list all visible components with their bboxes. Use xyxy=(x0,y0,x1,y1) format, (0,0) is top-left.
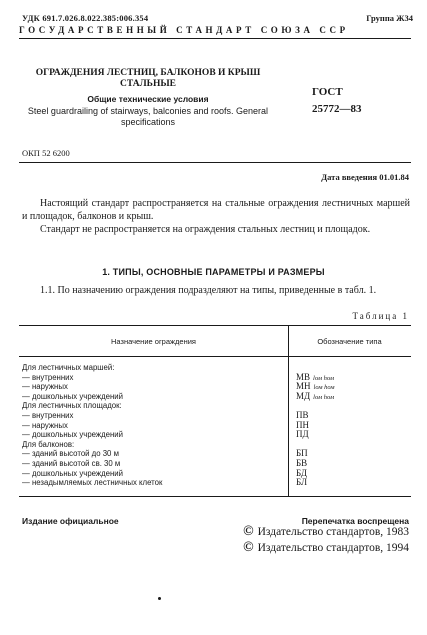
paragraph-scope: Настоящий стандарт распространяется на стальные ограждения лестничных маршей и площадок, балконов и крыш. xyxy=(22,198,410,222)
paragraph-types: 1.1. По назначению ограждения подразделяют на типы, приведенные в табл. 1. xyxy=(40,285,377,296)
table-row xyxy=(19,478,411,488)
table-row xyxy=(19,373,411,383)
table-row xyxy=(19,363,411,373)
table-cell-purpose: Для балконов: xyxy=(22,439,75,449)
copyright-1994: © Издательство стандартов, 1994 xyxy=(243,540,409,555)
table-body xyxy=(19,363,411,488)
table-cell-purpose: — наружных xyxy=(22,382,68,392)
table-row xyxy=(19,411,411,421)
copyright-icon: © xyxy=(243,524,254,539)
document-subtitle: Общие технические условия xyxy=(87,94,209,104)
table-cell-purpose: — внутренних xyxy=(22,410,74,420)
table-row xyxy=(19,421,411,431)
table-cell-purpose: Для лестничных площадок: xyxy=(22,401,122,411)
table-cell-purpose: Для лестничных маршей: xyxy=(22,363,115,372)
table-cell-designation: МН lом hом xyxy=(296,381,335,392)
gost-label: ГОСТ xyxy=(312,86,343,98)
table-cell-designation: МД lом hом xyxy=(296,390,335,401)
english-title: Steel guardrailing of stairways, balconies and roofs. General specifications xyxy=(27,106,269,127)
paragraph-exclusion: Стандарт не распространяется на ограждения стальных лестниц и площадок. xyxy=(40,224,371,235)
table-cell-purpose: — дошкольных учреждений xyxy=(22,430,124,440)
table-cell-designation: МВ lом hом xyxy=(296,371,334,382)
introduction-date: Дата введения 01.01.84 xyxy=(321,172,409,182)
table-row xyxy=(19,382,411,392)
table-row xyxy=(19,401,411,411)
official-edition-label: Издание официальное xyxy=(22,516,119,526)
table-cell-purpose: — внутренних xyxy=(22,372,74,382)
table-label: Таблица 1 xyxy=(352,311,409,321)
document-title: ОГРАЖДЕНИЯ ЛЕСТНИЦ, БАЛКОНОВ И КРЫШ СТАЛЬНЫЕ xyxy=(35,68,261,89)
table-cell-purpose: — зданий высотой св. 30 м xyxy=(22,458,121,468)
group-code: Группа Ж34 xyxy=(366,13,413,23)
table-cell-designation: БД xyxy=(296,467,307,478)
copyright-icon: © xyxy=(243,540,254,555)
table-cell-designation: ПД xyxy=(296,429,309,440)
table-row xyxy=(19,440,411,450)
table-header-purpose: Назначение ограждения xyxy=(111,337,196,346)
header-divider xyxy=(19,38,411,39)
table-cell-purpose: — дошкольных учреждений xyxy=(22,391,124,401)
table-cell-designation: БП xyxy=(296,448,308,459)
copyright-1983: © Издательство стандартов, 1983 xyxy=(243,524,409,539)
okp-code: ОКП 52 6200 xyxy=(22,148,70,158)
table-header-designation: Обозначение типа xyxy=(317,337,382,346)
reprint-prohibited-label: Перепечатка воспрещена xyxy=(301,516,409,526)
state-standard-heading: ГОСУДАРСТВЕННЫЙ СТАНДАРТ СОЮЗА ССР xyxy=(19,25,349,35)
table-header-divider xyxy=(19,356,411,357)
table-row xyxy=(19,469,411,479)
table-row xyxy=(19,430,411,440)
types-table xyxy=(19,325,411,497)
table-cell-purpose: — наружных xyxy=(22,420,68,430)
okp-divider xyxy=(19,162,411,163)
table-cell-purpose: — незадымляемых лестничных клеток xyxy=(22,478,163,488)
udk-code: УДК 691.7.026.8.022.385:006.354 xyxy=(22,13,149,23)
table-row xyxy=(19,449,411,459)
page-mark xyxy=(158,597,161,600)
gost-number: 25772—83 xyxy=(312,103,362,115)
table-row xyxy=(19,392,411,402)
table-cell-designation: БЛ xyxy=(296,477,308,488)
section-title: 1. ТИПЫ, ОСНОВНЫЕ ПАРАМЕТРЫ И РАЗМЕРЫ xyxy=(102,267,325,277)
table-cell-purpose: — дошкольных учреждений xyxy=(22,468,124,478)
table-cell-purpose: — зданий высотой до 30 м xyxy=(22,449,119,459)
table-cell-designation: ПН xyxy=(296,419,309,430)
table-cell-designation: ПВ xyxy=(296,409,309,420)
table-cell-designation: БВ xyxy=(296,457,308,468)
table-row xyxy=(19,459,411,469)
